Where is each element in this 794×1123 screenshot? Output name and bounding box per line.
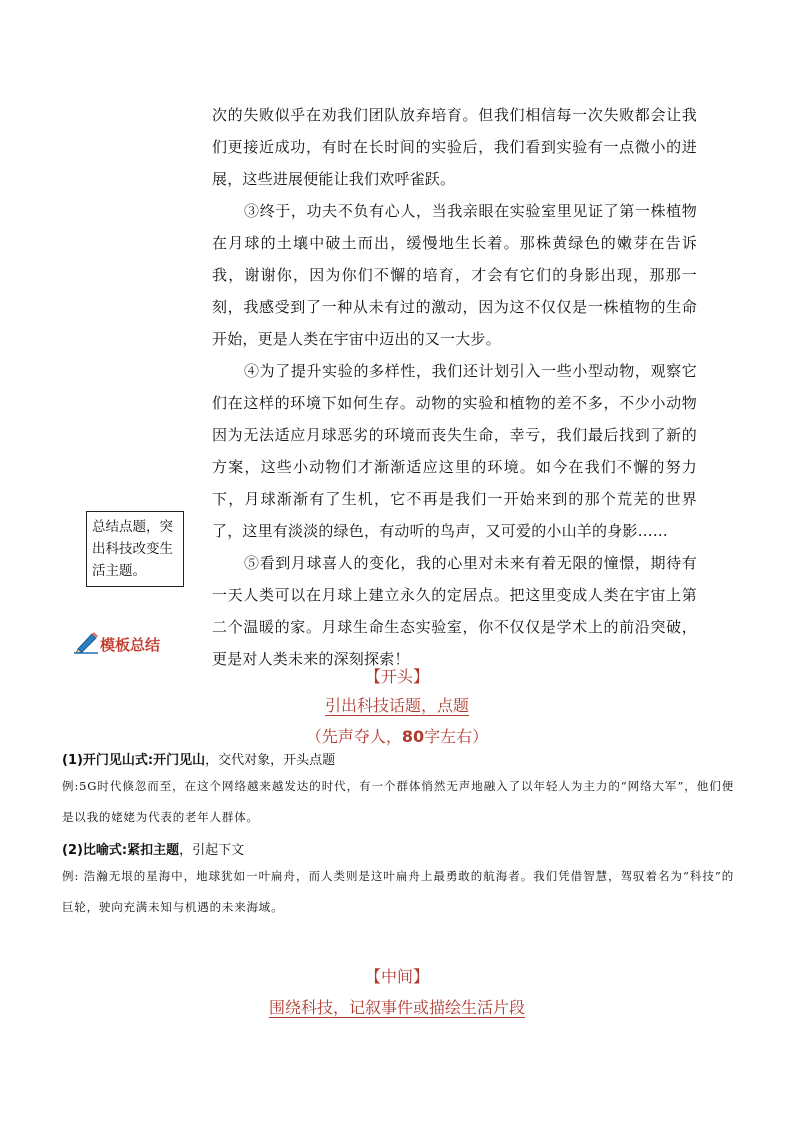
middle-heading: 【中间】 [364, 967, 429, 986]
essay-paragraph-3: ③终于，功夫不负有心人，当我亲眼在实验室里见证了第一株植物在月球的土壤中破土而出，缓慢地生长着。那株黄绿色的嫩芽在告诉我，谢谢你，因为你们不懈的培育，才会有它们的身影出现，那那一刻，我感受到了一种从未有过的激动，因为这不仅仅是一株植物的生命开始，更是人类在宇宙中迈出的又一大步。 [212, 202, 697, 348]
opening-note-suffix: 字左右） [424, 727, 489, 746]
middle-subtitle [0, 995, 794, 1018]
opening-note [0, 724, 794, 747]
essay-paragraph-5: ⑤看到月球喜人的变化，我的心里对未来有着无限的憧憬，期待有一天人类可以在月球上建立永久的定居点。把这里变成人类在宇宙上第二个温暖的家。月球生命生态实验室，你不仅仅是学术上的前沿突破，更是对人类未来的深刻探索！ [212, 554, 697, 668]
opening-subtitle [0, 693, 794, 716]
opening-subtitle-text: 引出科技话题，点题 [324, 696, 469, 715]
pencil-icon [72, 630, 100, 656]
method-1-label-plain: ，交代对象，开头点题 [205, 753, 336, 768]
method-2-example: 例: 浩瀚无垠的星海中，地球犹如一叶扁舟，而人类则是这叶扁舟上最勇敢的航海者。我们凭借智慧，驾驭着名为“科技”的巨轮，驶向充满未知与机遇的未来海域。 [62, 869, 734, 914]
opening-note-prefix: （先声夺人， [305, 727, 402, 746]
method-1-example: 例:5G时代倏忽而至，在这个网络越来越发达的时代，有一个群体悄然无声地融入了以年轻人为主力的“网络大军”，他们便是以我的姥姥为代表的老年人群体。 [62, 779, 734, 824]
essay-paragraph-continued: 次的失败似乎在劝我们团队放弃培育。但我们相信每一次失败都会让我们更接近成功，有时在长时间的实验后，我们看到实验有一点微小的进展，这些进展便能让我们欢呼雀跃。 [212, 106, 697, 188]
method-1-label-bold: (1)开门见山式:开门见山 [62, 753, 206, 768]
opening-note-number: 80 [401, 727, 425, 746]
summary-header [72, 626, 160, 656]
opening-heading: 【开头】 [364, 667, 429, 686]
method-1 [62, 751, 734, 833]
method-1-label [62, 751, 734, 771]
essay-paragraph-4: ④为了提升实验的多样性，我们还计划引入一些小型动物，观察它们在这样的环境下如何生存。动物的实验和植物的差不多，不少小动物因为无法适应月球恶劣的环境而丧失生命，幸亏，我们最后找到了新的方案，这些小动物们才渐渐适应这里的环境。如今在我们不懈的努力下，月球渐渐有了生机，它不再是我们一开始来到的那个荒芜的世界了，这里有淡淡的绿色，有动听的鸟声，又可爱的小山羊的身影…… [212, 362, 697, 540]
method-2-label [62, 841, 734, 861]
middle-subtitle-text: 围绕科技，记叙事件或描绘生活片段 [268, 998, 525, 1017]
method-2-label-bold: (2)比喻式:紧扣主题 [62, 843, 180, 858]
method-2 [62, 841, 734, 923]
side-note-box: 总结点题，突出科技改变生活主题。 [86, 511, 184, 587]
essay-text [212, 99, 697, 675]
method-2-label-plain: ，引起下文 [179, 843, 245, 858]
summary-title: 模板总结 [100, 636, 161, 654]
